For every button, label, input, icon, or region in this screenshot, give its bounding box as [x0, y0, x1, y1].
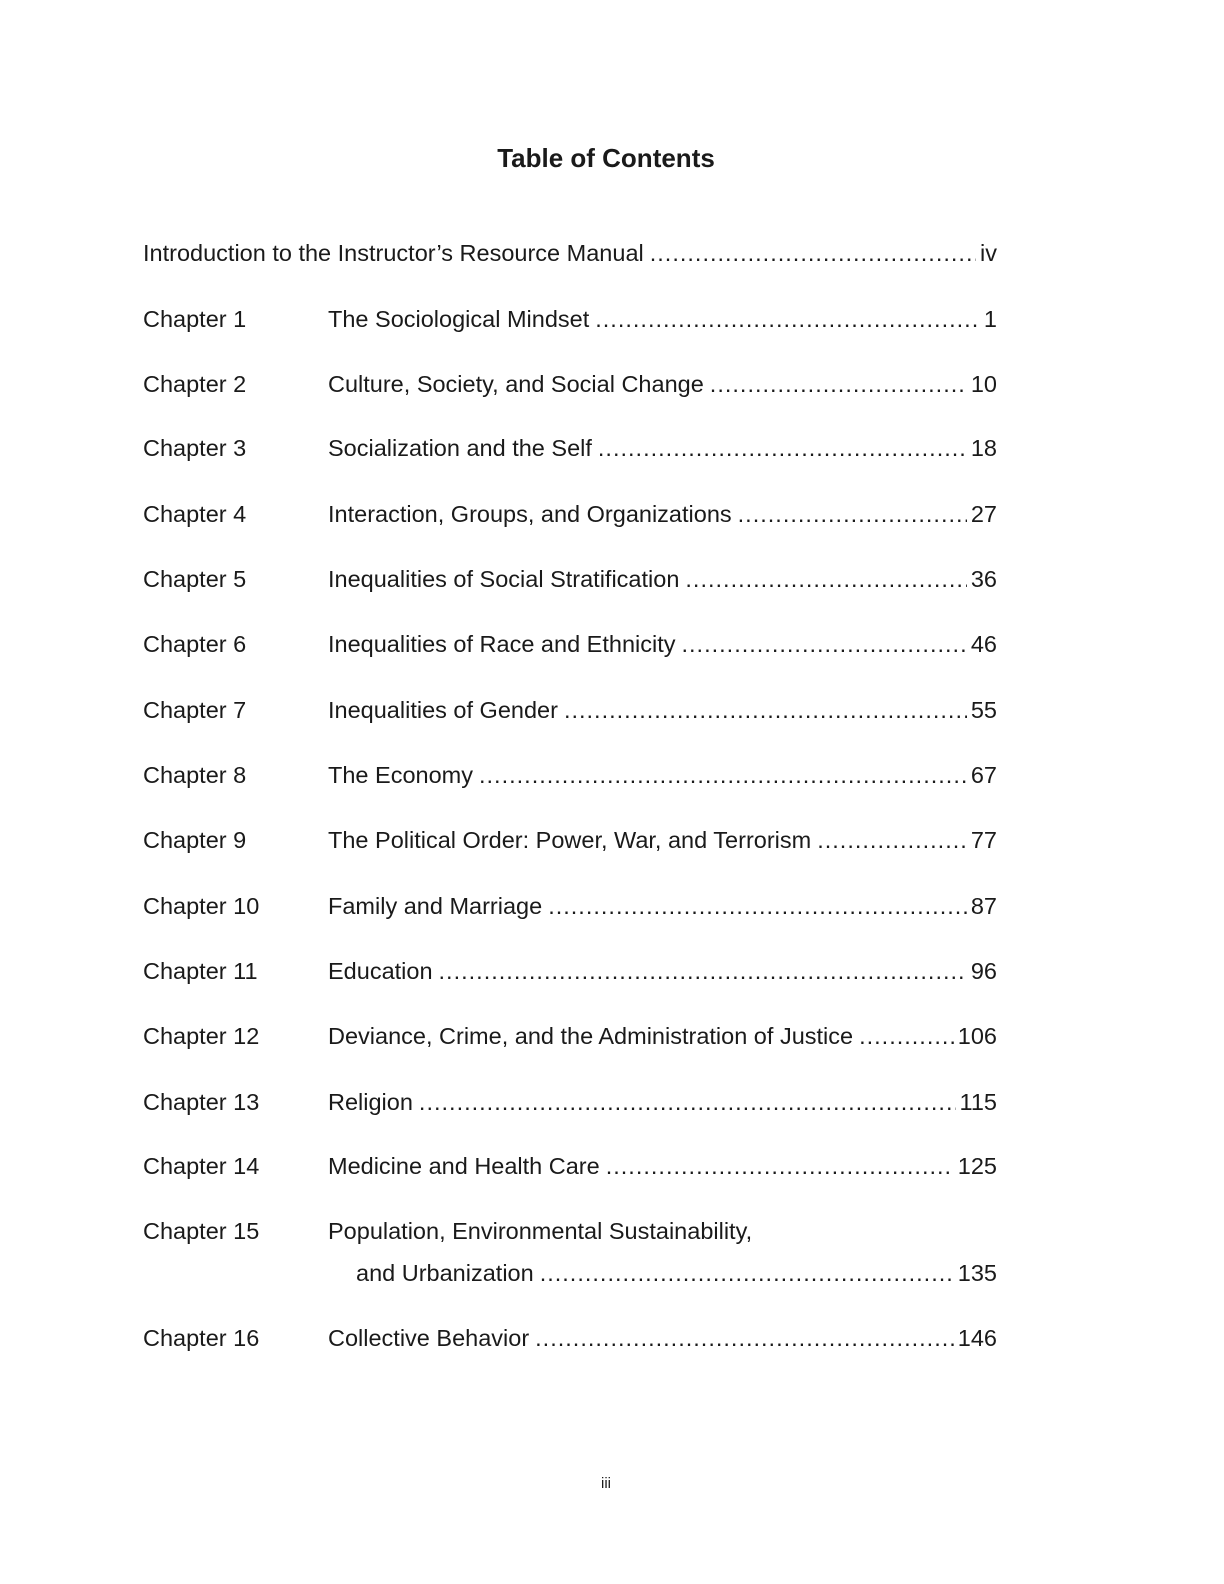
toc-chapter-12[interactable] — [143, 1019, 997, 1053]
chapter-label: Chapter 7 — [143, 697, 247, 723]
dot-leader — [859, 1019, 954, 1053]
toc-chapter-13[interactable] — [143, 1085, 997, 1119]
chapter-title: Collective Behavior — [328, 1325, 530, 1351]
chapter-title: Inequalities of Gender — [328, 697, 558, 723]
toc-intro-page: iv — [980, 240, 997, 266]
chapter-title: The Sociological Mindset — [328, 306, 590, 332]
toc-chapter-11[interactable] — [143, 954, 997, 988]
chapter-title: Population, Environmental Sustainability, — [328, 1218, 753, 1244]
chapter-page: 77 — [970, 827, 997, 853]
chapter-title: Education — [328, 958, 433, 984]
toc-chapter-8[interactable] — [143, 758, 997, 792]
dot-leader — [439, 954, 967, 988]
dot-leader — [685, 562, 966, 596]
toc-chapter-7[interactable] — [143, 693, 997, 727]
dot-leader — [540, 1256, 954, 1290]
chapter-page: 106 — [957, 1023, 997, 1049]
chapter-title: Medicine and Health Care — [328, 1153, 600, 1179]
toc-chapter-15-continued[interactable] — [143, 1256, 997, 1290]
dot-leader — [710, 367, 967, 401]
toc-chapter-3[interactable] — [143, 431, 997, 465]
chapter-label: Chapter 3 — [143, 435, 247, 461]
dot-leader — [479, 758, 967, 792]
chapter-page: 46 — [970, 631, 997, 657]
chapter-title: Culture, Society, and Social Change — [328, 371, 704, 397]
toc-chapter-15[interactable] — [143, 1214, 997, 1248]
toc-chapter-14[interactable] — [143, 1149, 997, 1183]
chapter-title-continued: and Urbanization — [356, 1260, 534, 1286]
chapter-title: Deviance, Crime, and the Administration of Justice — [328, 1023, 854, 1049]
chapter-title: Socialization and the Self — [328, 435, 592, 461]
dot-leader — [535, 1321, 954, 1355]
dot-leader — [595, 302, 980, 336]
toc-intro-title: Introduction to the Instructor’s Resource Manual — [143, 240, 644, 266]
chapter-label: Chapter 13 — [143, 1089, 260, 1115]
dot-leader — [650, 236, 976, 270]
toc-chapter-6[interactable] — [143, 627, 997, 661]
chapter-label: Chapter 11 — [143, 958, 258, 984]
chapter-title: Inequalities of Social Stratification — [328, 566, 680, 592]
toc-chapter-9[interactable] — [143, 823, 997, 857]
chapter-label: Chapter 6 — [143, 631, 247, 657]
chapter-page: 27 — [970, 501, 997, 527]
dot-leader — [419, 1085, 956, 1119]
chapter-label: Chapter 14 — [143, 1153, 260, 1179]
toc-chapter-5[interactable] — [143, 562, 997, 596]
chapter-label: Chapter 10 — [143, 893, 260, 919]
chapter-label: Chapter 8 — [143, 762, 247, 788]
chapter-page: 115 — [959, 1089, 997, 1115]
chapter-label: Chapter 15 — [143, 1218, 260, 1244]
chapter-label: Chapter 1 — [143, 306, 247, 332]
chapter-title: Inequalities of Race and Ethnicity — [328, 631, 676, 657]
page-title: Table of Contents — [497, 143, 715, 173]
chapter-label: Chapter 16 — [143, 1325, 260, 1351]
chapter-page: 10 — [970, 371, 997, 397]
chapter-page: 96 — [970, 958, 997, 984]
chapter-title: The Political Order: Power, War, and Terrorism — [328, 827, 812, 853]
dot-leader — [738, 497, 967, 531]
chapter-page: 1 — [983, 306, 997, 332]
dot-leader — [598, 431, 967, 465]
toc-chapter-4[interactable] — [143, 497, 997, 531]
chapter-label: Chapter 4 — [143, 501, 247, 527]
dot-leader — [548, 889, 967, 923]
chapter-title: The Economy — [328, 762, 473, 788]
chapter-page: 67 — [970, 762, 997, 788]
dot-leader — [682, 627, 967, 661]
chapter-page: 87 — [970, 893, 997, 919]
toc-chapter-2[interactable] — [143, 367, 997, 401]
chapter-title: Religion — [328, 1089, 413, 1115]
chapter-page: 135 — [957, 1260, 997, 1286]
chapter-page: 146 — [957, 1325, 997, 1351]
chapter-page: 125 — [957, 1153, 997, 1179]
chapter-label: Chapter 2 — [143, 371, 247, 397]
chapter-page: 18 — [970, 435, 997, 461]
chapter-label: Chapter 12 — [143, 1023, 260, 1049]
dot-leader — [817, 823, 967, 857]
toc-chapter-16[interactable] — [143, 1321, 997, 1355]
dot-leader — [564, 693, 967, 727]
toc-chapter-10[interactable] — [143, 889, 997, 923]
chapter-label: Chapter 9 — [143, 827, 247, 853]
chapter-title: Family and Marriage — [328, 893, 543, 919]
footer-page-number: iii — [601, 1475, 611, 1492]
toc-chapter-1[interactable] — [143, 302, 997, 336]
toc-intro-line[interactable] — [143, 236, 997, 270]
chapter-page: 36 — [970, 566, 997, 592]
chapter-title: Interaction, Groups, and Organizations — [328, 501, 732, 527]
chapter-page: 55 — [970, 697, 997, 723]
chapter-label: Chapter 5 — [143, 566, 247, 592]
dot-leader — [606, 1149, 954, 1183]
